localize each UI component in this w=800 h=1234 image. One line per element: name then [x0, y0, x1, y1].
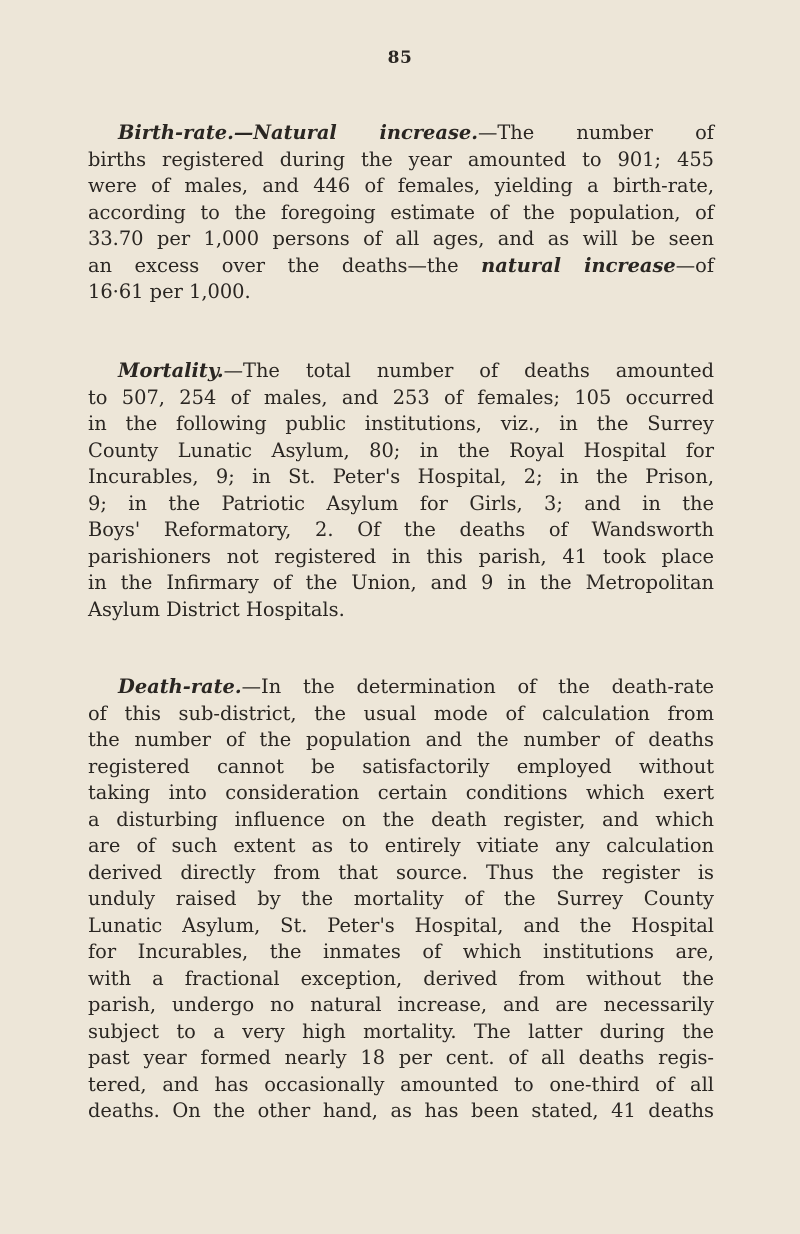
text-line: Birth-rate.—Natural increase.—The number of: [118, 121, 714, 144]
text-line: tered, and has occasionally amounted to one-third of all: [88, 1072, 714, 1096]
text-line: a disturbing influence on the death register, and which: [88, 807, 714, 831]
text-line: an excess over the deaths—the natural increase—of: [88, 253, 714, 277]
section-heading-death-rate: Death-rate.: [118, 675, 242, 698]
text-line: 16·61 per 1,000.: [88, 280, 251, 303]
text-line: unduly raised by the mortality of the Surrey County: [88, 887, 714, 910]
text-line: according to the foregoing estimate of the population, of: [88, 200, 714, 224]
text-line: derived directly from that source. Thus the register is: [88, 860, 714, 884]
emphasis-natural-increase: natural increase: [481, 253, 676, 277]
text-line: subject to a very high mortality. The latter during the: [88, 1019, 714, 1043]
text-line: of this sub-district, the usual mode of calculation from: [88, 701, 714, 725]
text-line: Asylum District Hospitals.: [88, 597, 345, 621]
paragraph-death-rate: [88, 674, 714, 1125]
text-line: parish, undergo no natural increase, and are necessarily: [88, 993, 714, 1016]
text-line: to 507, 254 of males, and 253 of females; 105 occurred: [88, 385, 714, 409]
text-line: are of such extent as to entirely vitiate any calculation: [88, 834, 714, 857]
text-line: in the Infirmary of the Union, and 9 in the Metropolitan: [88, 571, 714, 594]
text-line: 9; in the Patriotic Asylum for Girls, 3; and in the: [88, 491, 714, 515]
text-line: Lunatic Asylum, St. Peter's Hospital, and the Hospital: [88, 913, 714, 937]
text-line: past year formed nearly 18 per cent. of all deaths regis-: [88, 1046, 714, 1069]
text-line: Death-rate.—In the determination of the death-rate: [118, 675, 714, 698]
text-line: Incurables, 9; in St. Peter's Hospital, 2; in the Prison,: [88, 465, 714, 488]
text-line: taking into consideration certain conditions which exert: [88, 781, 714, 804]
paragraph-birth-rate: [88, 120, 714, 306]
text-line: with a fractional exception, derived from without the: [88, 966, 714, 990]
text-line: the number of the population and the number of deaths: [88, 728, 714, 751]
text-line: Mortality.—The total number of deaths amounted: [118, 359, 714, 382]
paragraph-mortality: [88, 358, 714, 623]
text-line: parishioners not registered in this parish, 41 took place: [88, 544, 714, 568]
text-line: were of males, and 446 of females, yielding a birth-rate,: [88, 174, 714, 197]
text-line: in the following public institutions, viz., in the Surrey: [88, 412, 714, 435]
section-heading-mortality: Mortality.: [118, 359, 224, 382]
page-number: 85: [387, 48, 413, 68]
section-heading-birth-rate: Birth-rate.—Natural increase.: [118, 121, 478, 144]
text-line: for Incurables, the inmates of which institutions are,: [88, 940, 714, 963]
text-line: registered cannot be satisfactorily employed without: [88, 754, 714, 778]
text-line: County Lunatic Asylum, 80; in the Royal Hospital for: [88, 438, 714, 462]
text-line: births registered during the year amounted to 901; 455: [88, 147, 714, 171]
text-line: Boys' Reformatory, 2. Of the deaths of Wandsworth: [88, 518, 714, 541]
text-line: 33.70 per 1,000 persons of all ages, and as will be seen: [88, 227, 714, 250]
text-line: deaths. On the other hand, as has been stated, 41 deaths: [88, 1099, 714, 1122]
